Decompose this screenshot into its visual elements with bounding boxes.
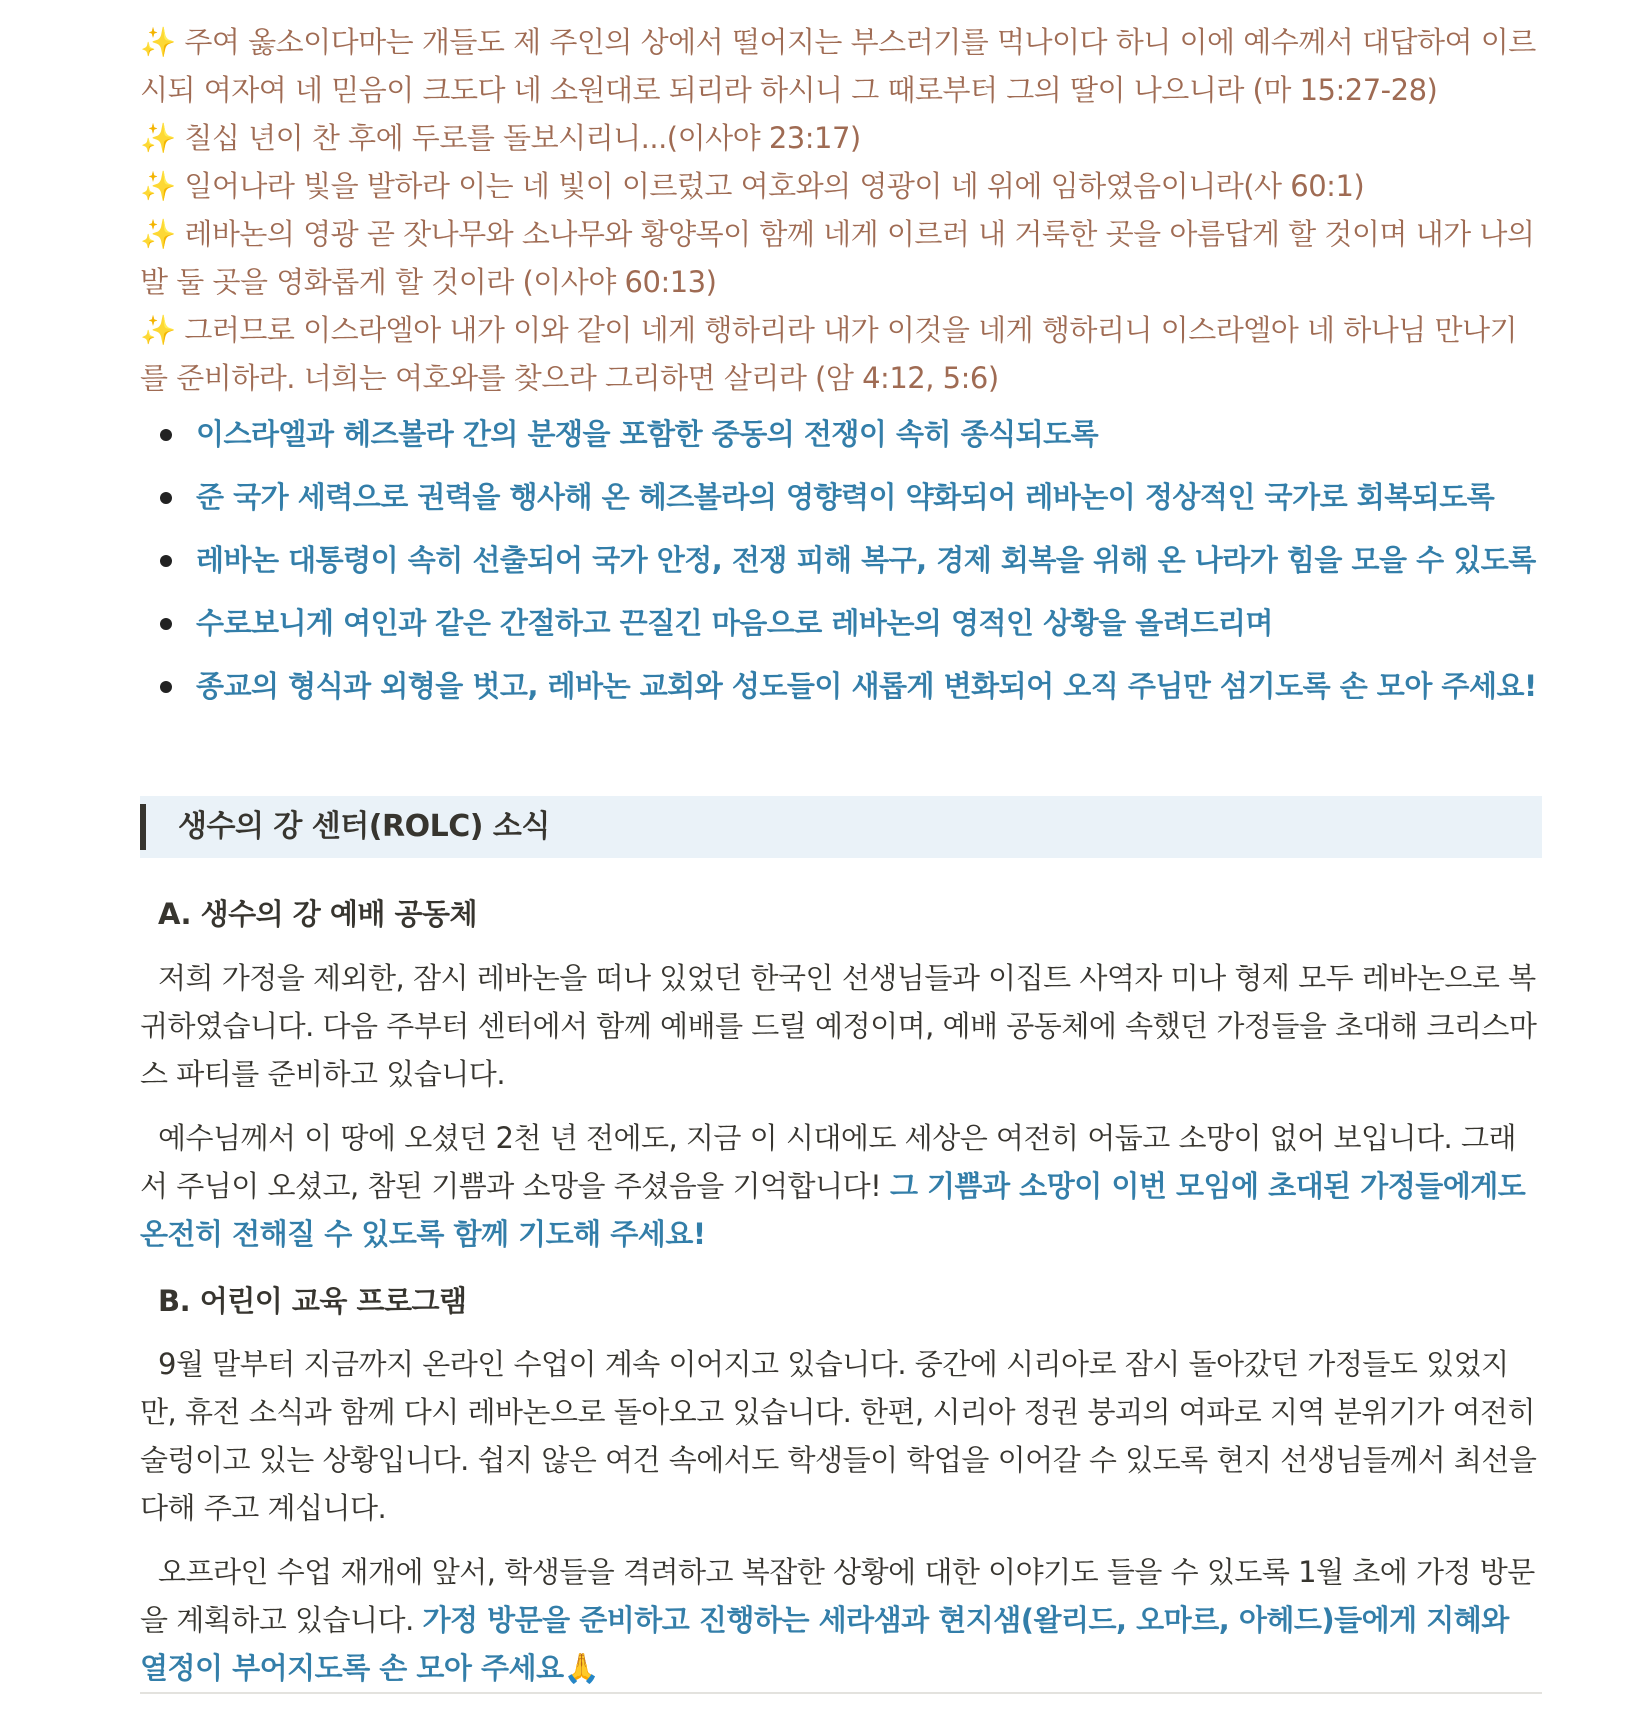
- prayer-request-highlight: 그 기쁨과 소망이 이번 모임에 초대된 가정들에게도 온전히 전해질 수 있도록 함께 기도해 주세요!: [140, 1169, 1526, 1251]
- verse-item: [140, 210, 1540, 306]
- prayer-text: 종교의 형식과 외형을 벗고, 레바논 교회와 성도들이 새롭게 변화되어 오직 주님만 섬기도록 손 모아 주세요!: [196, 669, 1537, 703]
- prayer-text: 레바논 대통령이 속히 선출되어 국가 안정, 전쟁 피해 복구, 경제 회복을 위해 온 나라가 힘을 모을 수 있도록: [196, 543, 1536, 577]
- section-a-paragraph-1: 저희 가정을 제외한, 잠시 레바논을 떠나 있었던 한국인 선생님들과 이집트 사역자 미나 형제 모두 레바논으로 복귀하였습니다. 다음 주부터 센터에서 함께 예배를 드릴 예정이며, 예배 공동체에 속했던 가정들을 초대해 크리스마스 파티를 준비하고 있습니다.: [140, 961, 1537, 1091]
- sparkles-icon: ✨: [140, 313, 176, 347]
- prayer-item: [140, 414, 1540, 477]
- paragraph-text: 오프라인 수업 재개에 앞서, 학생들을 격려하고 복잡한 상황에 대한 이야기도 들을 수 있도록 1월 초에 가정 방문을 계획하고 있습니다.: [140, 1555, 1535, 1637]
- prayer-list: [140, 414, 1540, 729]
- verse-text: 칠십 년이 찬 후에 두로를 돌보시리니...(이사야 23:17): [184, 121, 861, 155]
- bullet-icon: [160, 618, 172, 630]
- bullet-icon: [160, 681, 172, 693]
- section-b-paragraph-2: [140, 1548, 1540, 1692]
- divider: [140, 1692, 1542, 1694]
- verse-item: [140, 162, 1540, 210]
- verse-item: [140, 114, 1540, 162]
- verse-text: 일어나라 빛을 발하라 이는 네 빛이 이르렀고 여호와의 영광이 네 위에 임하였음이니라(사 60:1): [184, 169, 1365, 203]
- bullet-icon: [160, 429, 172, 441]
- prayer-text: 준 국가 세력으로 권력을 행사해 온 헤즈볼라의 영향력이 약화되어 레바논이 정상적인 국가로 회복되도록: [196, 480, 1495, 514]
- bullet-icon: [160, 555, 172, 567]
- verse-item: [140, 306, 1540, 402]
- sparkles-icon: ✨: [140, 25, 176, 59]
- paragraph-text: 예수님께서 이 땅에 오셨던 2천 년 전에도, 지금 이 시대에도 세상은 여전히 어둡고 소망이 없어 보입니다. 그래서 주님이 오셨고, 참된 기쁨과 소망을 주셨음을 기억합니다!: [140, 1121, 1516, 1203]
- verse-block: [140, 18, 1540, 729]
- prayer-item: [140, 540, 1540, 603]
- callout-title: 생수의 강 센터(ROLC) 소식: [178, 809, 550, 844]
- section-b-heading: B. 어린이 교육 프로그램: [158, 1284, 467, 1318]
- prayer-text: 이스라엘과 헤즈볼라 간의 분쟁을 포함한 중동의 전쟁이 속히 종식되도록: [196, 417, 1099, 451]
- prayer-request-highlight: 가정 방문을 준비하고 진행하는 세라샘과 현지샘(왈리드, 오마르, 아헤드)들에게 지혜와 열정이 부어지도록 손 모아 주세요🙏: [140, 1603, 1509, 1685]
- callout-bar: [140, 804, 146, 850]
- prayer-text: 수로보니게 여인과 같은 간절하고 끈질긴 마음으로 레바논의 영적인 상황을 올려드리며: [196, 606, 1273, 640]
- verse-text: 레바논의 영광 곧 잣나무와 소나무와 황양목이 함께 네게 이르러 내 거룩한 곳을 아름답게 할 것이며 내가 나의 발 둘 곳을 영화롭게 할 것이라 (이사야 60:13): [140, 217, 1535, 299]
- section-a-paragraph-2: [140, 1114, 1540, 1258]
- verse-text: 그러므로 이스라엘아 내가 이와 같이 네게 행하리라 내가 이것을 네게 행하리니 이스라엘아 네 하나님 만나기를 준비하라. 너희는 여호와를 찾으라 그리하면 살리라 (암 4:12, 5:6): [140, 313, 1518, 395]
- sparkles-icon: ✨: [140, 217, 176, 251]
- bullet-icon: [160, 492, 172, 504]
- sparkles-icon: ✨: [140, 169, 176, 203]
- section-callout: [140, 796, 1542, 858]
- prayer-item: [140, 666, 1540, 729]
- prayer-item: [140, 603, 1540, 666]
- section-a-heading: A. 생수의 강 예배 공동체: [158, 897, 478, 931]
- sparkles-icon: ✨: [140, 121, 176, 155]
- verse-text: 주여 옳소이다마는 개들도 제 주인의 상에서 떨어지는 부스러기를 먹나이다 하니 이에 예수께서 대답하여 이르시되 여자여 네 믿음이 크도다 네 소원대로 되리라 하시니 그 때로부터 그의 딸이 나으니라 (마 15:27-28): [140, 25, 1536, 107]
- section-b-paragraph-1: 9월 말부터 지금까지 온라인 수업이 계속 이어지고 있습니다. 중간에 시리아로 잠시 돌아갔던 가정들도 있었지만, 휴전 소식과 함께 다시 레바논으로 돌아오고 있습니다. 한편, 시리아 정권 붕괴의 여파로 지역 분위기가 여전히 술렁이고 있는 상황입니다. 쉽지 않은 여건 속에서도 학생들이 학업을 이어갈 수 있도록 현지 선생님들께서 최선을 다해 주고 계십니다.: [140, 1347, 1537, 1525]
- verse-item: [140, 18, 1540, 114]
- prayer-item: [140, 477, 1540, 540]
